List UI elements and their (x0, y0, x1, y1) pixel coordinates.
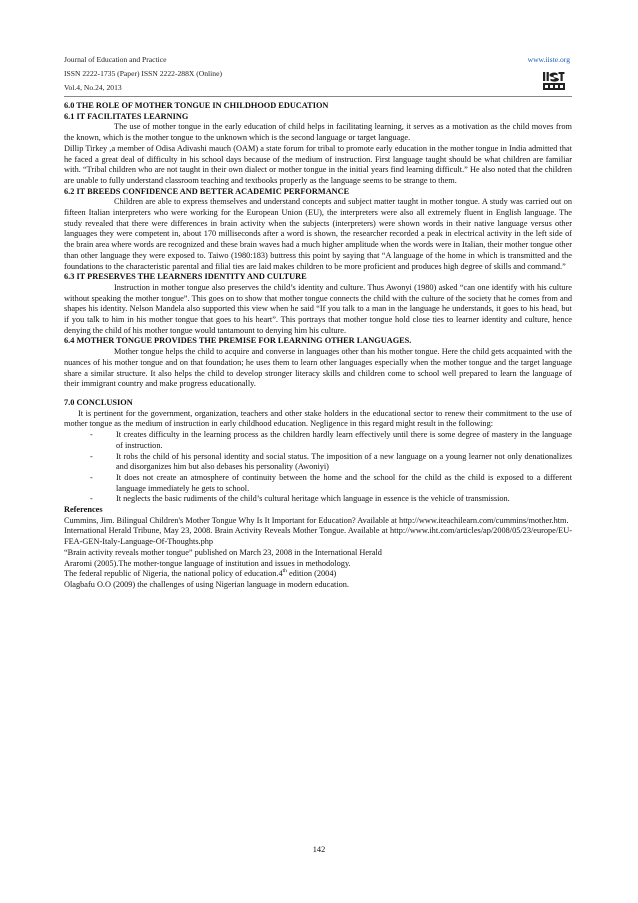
paragraph: The use of mother tongue in the early education of child helps in facilitating learning, it serves as a motivation as the child moves from the known, which is the mother tongue to the unknown which is the second language or target language. (64, 122, 572, 143)
paragraph: Instruction in mother tongue also preserves the child’s identity and culture. Thus Awonyi (1980) asked “can one identify with his culture without speaking the mother tongue”. This goes on to show that mother tongue connects the child with the culture of the society that he comes from and shapes his identity. Nelson Mandela also supported this view when he said “If you talk to a man in the language he understands, it goes to his head, but if you talk to him in his mother tongue that goes to his heart”. This portrays that mother tongue hold close ties to learner identity and culture, hence denying the child of his mother tongue would tantamount to denying him his culture. (64, 282, 572, 335)
superscript: th (282, 568, 287, 575)
iiste-logo (542, 70, 566, 92)
reference-entry: Cummins, Jim. Bilingual Children's Mother Tongue Why Is It Important for Education? Available at http://www.iteachilearn.com/cummins/mother.htm. (64, 515, 569, 525)
reference-text: The federal republic of Nigeria, the national policy of education.4 (64, 569, 283, 579)
volume-line: Vol.4, No.24, 2013 (64, 83, 122, 92)
subsection-heading: 6.1 IT FACILITATES LEARNING (64, 111, 189, 121)
paragraph: Children are able to express themselves and understand concepts and subject matter taught in mother tongue. A study was carried out on fifteen Italian interpreters who were working for the European Union (EU), the interpreters were also all extremely fluent in English language. The study revealed that there were differences in brain activity when the subjects (interpreters) were shown words in their native language versus other languages they were competent in, about 170 milliseconds after a word is shown, the researcher recorded a peak in electrical activity in the left side of the brain area where words are recognized and these brain waves had a much higher amplitude when the words were in Italian, their mother tongue other than other language they were exposed to. Taiwo (1980:183) buttress this point by saying that “A language of the home in which is transmitted and the foundations to the characteristic parental and filial ties are laid makes children to be more proficient and produces high degree of skills and command.” (64, 197, 572, 271)
section-heading: 6.0 THE ROLE OF MOTHER TONGUE IN CHILDHOOD EDUCATION (64, 101, 329, 110)
subsection-heading: 6.4 MOTHER TONGUE PROVIDES THE PREMISE FOR LEARNING OTHER LANGUAGES. (64, 336, 412, 346)
journal-url-link[interactable]: www.iiste.org (527, 55, 570, 64)
spacer (64, 390, 572, 398)
list-item-text: It robs the child of his personal identity and social status. The imposition of a new language on a young learner not only denationalizes and disorganizes him but also debases his personality (Awoniyi) (116, 451, 572, 472)
subsection-heading: 6.2 IT BREEDS CONFIDENCE AND BETTER ACADEMIC PERFORMANCE (64, 186, 350, 196)
list-item (64, 494, 572, 505)
bullet-dash: - (90, 430, 93, 440)
page-number: 142 (312, 845, 326, 854)
list-item (64, 452, 572, 473)
paragraph: Mother tongue helps the child to acquire and converse in languages other than his mother tongue. Here the child gets acquainted with the nuances of his mother tongue and on that foundation; he uses them to learn other languages especially when the mother tongue and the target language share a similar structure. It also helps the child to develop stronger literacy skills and children come to school well prepared to learn the language of their immigrant country and make progress educationally. (64, 347, 572, 389)
paragraph: It is pertinent for the government, organization, teachers and other stake holders in the educational sector to renew their commitment to the use of mother tongue as the medium of instruction in early childhood education. Negligence in this regard might result in the following: (64, 408, 572, 429)
list-item (64, 430, 572, 451)
reference-text: edition (2004) (286, 569, 337, 579)
references-heading: References (64, 505, 103, 515)
reference-entry: Araromi (2005).The mother-tongue language of institution and issues in methodology. (64, 558, 351, 568)
paragraph: Dillip Tirkey ,a member of Odisa Adivashi mauch (OAM) a state forum for tribal to promote early education in the mother tongue in India admitted that he faced a great deal of difficulty in his school days because of the medium of instruction. First language taught should be what children are familiar with. “Tribal children who are not taught in their own dialect or mother tongue in the initial years find learning difficult.” He also noted that the children are unable to fully understand classroom teaching and textbooks properly as the language seems to be strange to them. (64, 143, 572, 185)
bullet-dash: - (90, 494, 93, 504)
journal-title: Journal of Education and Practice (64, 55, 167, 64)
list-item-text: It does not create an atmosphere of continuity between the home and the school for the child as the child is exposed to a different language immediately he gets to school. (116, 472, 572, 493)
bullet-dash: - (90, 451, 93, 461)
subsection-heading: 6.3 IT PRESERVES THE LEARNERS IDENTITY AND CULTURE (64, 272, 307, 282)
reference-entry: International Herald Tribune, May 23, 2008. Brain Activity Reveals Mother Tongue. Available at http://www.iht.com/articles/ap/2008/05/23/europe/EU-FEA-GEN-Italy-Language-Of-Thoughts.php (64, 526, 572, 547)
bullet-dash: - (90, 472, 93, 482)
reference-entry: “Brain activity reveals mother tongue” published on March 23, 2008 in the International Herald (64, 547, 382, 557)
consequence-list (64, 430, 572, 505)
section-heading: 7.0 CONCLUSION (64, 397, 133, 407)
list-item-text: It neglects the basic rudiments of the child’s cultural heritage which language in essence is the vehicle of transmission. (116, 494, 510, 504)
header-divider (64, 96, 572, 97)
reference-entry (64, 569, 572, 580)
article-body (64, 101, 572, 591)
list-item (64, 473, 572, 494)
list-item-text: It creates difficulty in the learning process as the children hardly learn effectively until there is some degree of mastery in the language of instruction. (116, 430, 572, 450)
reference-entry: Olagbafu O.O (2009) the challenges of using Nigerian language in modern education. (64, 579, 350, 589)
issn-line: ISSN 2222-1735 (Paper) ISSN 2222-288X (Online) (64, 69, 222, 78)
